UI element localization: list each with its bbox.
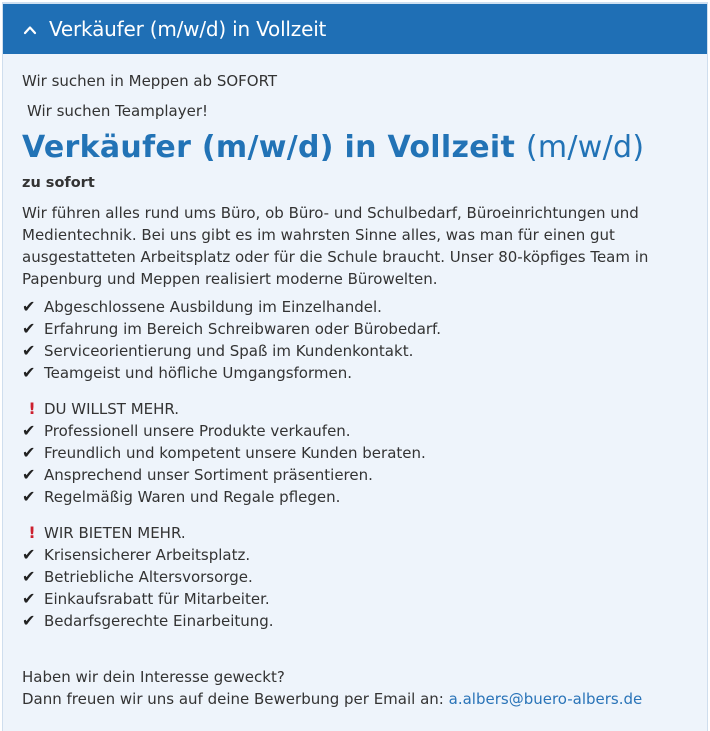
closing-question: Haben wir dein Interesse geweckt?: [22, 668, 285, 686]
start-date: zu sofort: [22, 175, 95, 191]
accordion-title: Verkäufer (m/w/d) in Vollzeit: [49, 17, 327, 41]
check-icon: ✔: [22, 443, 36, 462]
list-item: ✔ Betriebliche Altersvorsorge.: [22, 567, 253, 586]
check-icon: ✔: [22, 545, 36, 564]
list-item: ✔ Freundlich und kompetent unsere Kunden beraten.: [22, 443, 426, 462]
accordion-header[interactable]: [3, 2, 707, 54]
job-accordion-panel: [2, 2, 708, 731]
requirements-list: [22, 296, 689, 384]
exclamation-icon: !: [28, 399, 36, 418]
check-icon: ✔: [22, 421, 36, 440]
list-item: ✔ Regelmäßig Waren und Regale pflegen.: [22, 487, 341, 506]
check-icon: ✔: [22, 589, 36, 608]
list-item: ✔ Serviceorientierung und Spaß im Kundenkontakt.: [22, 341, 414, 360]
job-title: [22, 128, 689, 168]
list-item: ✔ Professionell unsere Produkte verkaufen.: [22, 421, 351, 440]
email-link[interactable]: a.albers@buero-albers.de: [448, 690, 643, 708]
offers-list: [22, 522, 689, 632]
list-item: ✔ Bedarfsgerechte Einarbeitung.: [22, 611, 274, 630]
chevron-up-icon[interactable]: [23, 22, 37, 36]
check-icon: ✔: [22, 567, 36, 586]
exclamation-icon: !: [28, 523, 36, 542]
check-icon: ✔: [22, 487, 36, 506]
tasks-list: [22, 398, 689, 508]
check-icon: ✔: [22, 465, 36, 484]
list-item: ✔ Abgeschlossene Ausbildung im Einzelhandel.: [22, 297, 382, 316]
company-description: Wir führen alles rund ums Büro, ob Büro- und Schulbedarf, Büroeinrichtungen und Medientechnik. Bei uns gibt es im wahrsten Sinne alles, was man für einen gut ausgestatteten Arbeitsplatz oder für die Schule braucht. Unser 80-köpfiges Team in Papenburg und Meppen realisiert moderne Bürowelten.: [22, 204, 649, 288]
intro-location: Wir suchen in Meppen ab SOFORT: [22, 72, 278, 90]
job-title-suffix: (m/w/d): [525, 130, 645, 165]
check-icon: ✔: [22, 319, 36, 338]
job-content: [3, 54, 707, 710]
list-item: ✔ Ansprechend unser Sortiment präsentieren.: [22, 465, 373, 484]
list-item: ✔ Teamgeist und höfliche Umgangsformen.: [22, 363, 353, 382]
check-icon: ✔: [22, 341, 36, 360]
list-item: ✔ Einkaufsrabatt für Mitarbeiter.: [22, 589, 270, 608]
check-icon: ✔: [22, 363, 36, 382]
tasks-heading: ! DU WILLST MEHR.: [22, 398, 689, 420]
check-icon: ✔: [22, 611, 36, 630]
check-icon: ✔: [22, 297, 36, 316]
list-item: ✔ Erfahrung im Bereich Schreibwaren oder Bürobedarf.: [22, 319, 442, 338]
intro-team: Wir suchen Teamplayer!: [27, 102, 208, 120]
closing-text: Dann freuen wir uns auf deine Bewerbung per Email an: a.albers@buero-albers.de: [22, 690, 643, 708]
list-item: ✔ Krisensicherer Arbeitsplatz.: [22, 545, 251, 564]
closing-section: [22, 666, 689, 710]
job-title-main: Verkäufer (m/w/d) in Vollzeit: [22, 130, 516, 165]
offers-heading: ! WIR BIETEN MEHR.: [22, 522, 689, 544]
